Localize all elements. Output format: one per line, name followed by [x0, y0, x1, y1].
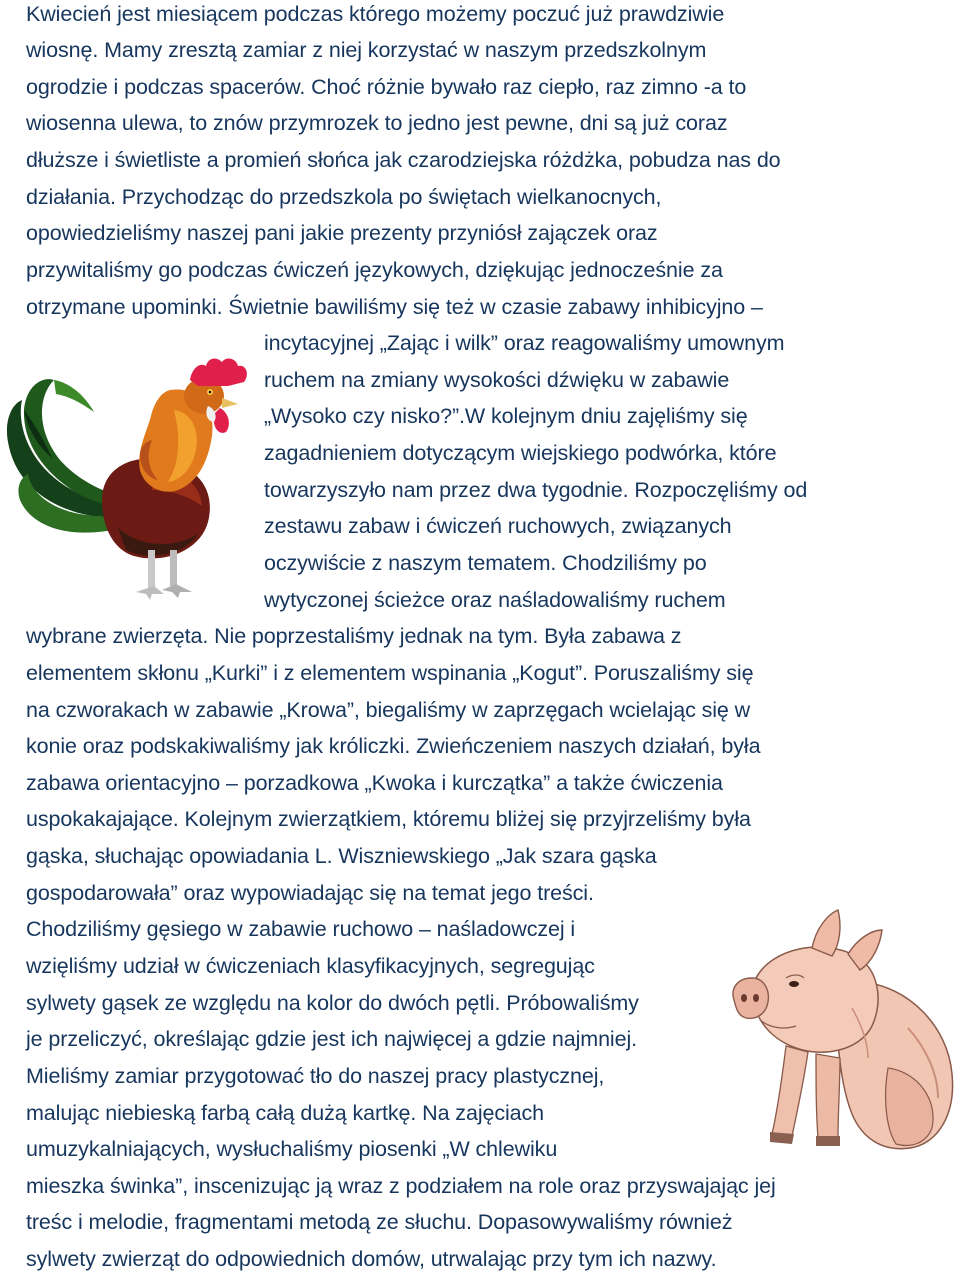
text-line: gospodarowała” oraz wypowiadając się na temat jego treści. — [26, 881, 594, 905]
text-line: mieszka świnka”, inscenizując ją wraz z podziałem na role oraz przyswajając jej — [26, 1174, 776, 1198]
text-line: wiosnę. Mamy zresztą zamiar z niej korzystać w naszym przedszkolnym — [26, 38, 707, 62]
text-line: opowiedzieliśmy naszej pani jakie prezenty przyniósł zajączek oraz — [26, 221, 658, 245]
text-line: elementem skłonu „Kurki” i z elementem wspinania „Kogut”. Poruszaliśmy się — [26, 661, 754, 685]
text-line: treśc i melodie, fragmentami metodą ze słuchu. Dopasowywaliśmy również — [26, 1210, 733, 1234]
text-line: ogrodzie i podczas spacerów. Choć różnie bywało raz ciepło, raz zimno -a to — [26, 75, 747, 99]
text-line: sylwety gąsek ze względu na kolor do dwóch pętli. Próbowaliśmy — [26, 991, 639, 1015]
text-line: zagadnieniem dotyczącym wiejskiego podwórka, które — [264, 441, 777, 465]
text-line: przywitaliśmy go podczas ćwiczeń językowych, dziękując jednocześnie za — [26, 258, 723, 282]
text-line: towarzyszyło nam przez dwa tygodnie. Rozpoczęliśmy od — [264, 478, 808, 502]
text-line: ruchem na zmiany wysokości dźwięku w zabawie — [264, 368, 730, 392]
text-line: zestawu zabaw i ćwiczeń ruchowych, związanych — [264, 514, 732, 538]
text-line: sylwety zwierząt do odpowiednich domów, utrwalając przy tym ich nazwy. — [26, 1247, 717, 1271]
text-line: na czworakach w zabawie „Krowa”, biegaliśmy w zaprzęgach wcielając się w — [26, 698, 751, 722]
text-line: otrzymane upominki. Świetnie bawiliśmy się też w czasie zabawy inhibicyjno – — [26, 295, 763, 319]
text-line: Chodziliśmy gęsiego w zabawie ruchowo – naśladowczej i — [26, 917, 576, 941]
text-line: incytacyjnej „Zając i wilk” oraz reagowaliśmy umownym — [264, 331, 785, 355]
text-line: wybrane zwierzęta. Nie poprzestaliśmy jednak na tym. Była zabawa z — [26, 624, 682, 648]
text-line: oczywiście z naszym tematem. Chodziliśmy po — [264, 551, 707, 575]
pig-icon — [712, 908, 960, 1150]
text-line: uspokakajające. Kolejnym zwierzątkiem, któremu bliżej się przyjrzeliśmy była — [26, 807, 751, 831]
text-line: dłuższe i świetliste a promień słońca jak czarodziejska różdżka, pobudza nas do — [26, 148, 781, 172]
text-line: wiosenna ulewa, to znów przymrozek to jedno jest pewne, dni są już coraz — [26, 111, 728, 135]
text-line: działania. Przychodząc do przedszkola po świętach wielkanocnych, — [26, 185, 662, 209]
text-line: je przeliczyć, określając gdzie jest ich najwięcej a gdzie najmniej. — [26, 1027, 638, 1051]
text-line: wytyczonej ścieżce oraz naśladowaliśmy ruchem — [264, 588, 726, 612]
text-line: umuzykalniających, wysłuchaliśmy piosenki „W chlewiku — [26, 1137, 558, 1161]
text-line: „Wysoko czy nisko?”.W kolejnym dniu zajęliśmy się — [264, 404, 748, 428]
text-line: wzięliśmy udział w ćwiczeniach klasyfikacyjnych, segregując — [26, 954, 595, 978]
text-line: Kwiecień jest miesiącem podczas którego możemy poczuć już prawdziwie — [26, 2, 725, 26]
text-line: Mieliśmy zamiar przygotować tło do naszej pracy plastycznej, — [26, 1064, 605, 1088]
rooster-icon — [2, 350, 250, 605]
text-line: gąska, słuchając opowiadania L. Wiszniewskiego „Jak szara gąska — [26, 844, 657, 868]
text-line: zabawa orientacyjno – porzadkowa „Kwoka i kurczątka” a także ćwiczenia — [26, 771, 723, 795]
text-line: malując niebieską farbą całą dużą kartkę. Na zajęciach — [26, 1101, 545, 1125]
text-line: konie oraz podskakiwaliśmy jak króliczki. Zwieńczeniem naszych działań, była — [26, 734, 761, 758]
